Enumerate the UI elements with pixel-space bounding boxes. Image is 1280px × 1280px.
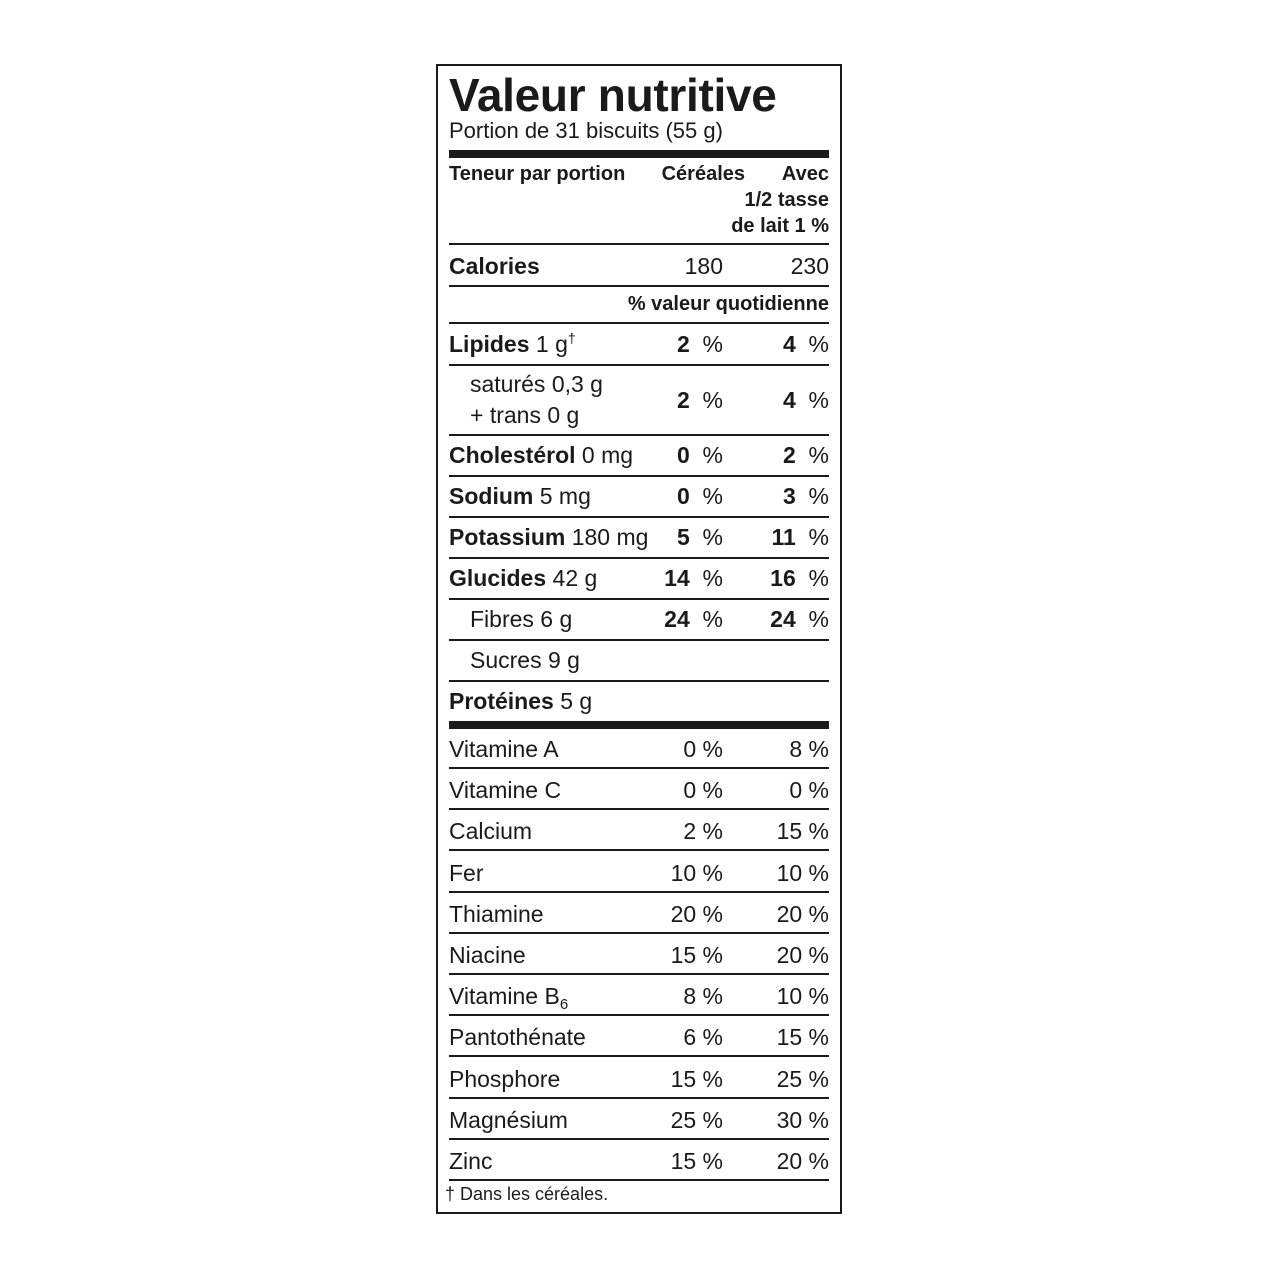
dagger-mark: † (567, 330, 576, 346)
dv-cereal: 15 % (670, 942, 723, 968)
calories-label: Calories (449, 253, 540, 279)
dv-with-milk: 10 % (776, 983, 829, 1009)
dv-cereal: 0 % (683, 777, 723, 803)
header-per-serving: Teneur par portion (449, 163, 626, 185)
dv-cereal: 8 % (683, 983, 723, 1009)
nutrient-name: Protéines 5 g (449, 688, 593, 714)
thick-divider (449, 721, 829, 729)
dv-cereal: 15 % (670, 1066, 723, 1092)
divider (449, 932, 829, 934)
dv-with-milk: 20 % (776, 1148, 829, 1174)
nutrient-name: saturés 0,3 g (470, 371, 603, 397)
dv-with-milk: 8 % (789, 736, 829, 762)
header-with-milk-line3: de lait 1 % (731, 215, 829, 237)
label-content (445, 66, 829, 1212)
dv-cereal: 6 % (683, 1024, 723, 1050)
dv-with-milk: 24 % (770, 606, 829, 632)
dv-cereal: 24 % (664, 606, 723, 632)
dv-cereal: 15 % (670, 1148, 723, 1174)
vitamin-name: Vitamine C (449, 777, 562, 803)
divider (449, 285, 829, 287)
vitamin-name: Calcium (449, 818, 533, 844)
dv-cereal: 2 % (676, 331, 723, 357)
dv-cereal: 25 % (670, 1107, 723, 1133)
divider (449, 1138, 829, 1140)
dv-with-milk: 20 % (776, 901, 829, 927)
nutrient-name: Cholestérol 0 mg (449, 442, 634, 468)
vitamin-name: Magnésium (449, 1107, 568, 1133)
divider (449, 891, 829, 893)
dv-with-milk: 16 % (770, 565, 829, 591)
dv-cereal: 0 % (683, 736, 723, 762)
dv-with-milk: 25 % (776, 1066, 829, 1092)
dv-cereal: 5 % (676, 524, 723, 550)
dv-with-milk: 11 % (771, 524, 829, 550)
vitamin-name: Vitamine $B_6$ (449, 983, 569, 1013)
dv-cereal: 0 % (676, 442, 723, 468)
divider (449, 1014, 829, 1016)
dv-cereal: 20 % (670, 901, 723, 927)
vitamin-name: Niacine (449, 942, 526, 968)
header-with-milk-line2: 1/2 tasse (744, 189, 829, 211)
dv-cereal: 10 % (670, 860, 723, 886)
vitamin-name: Pantothénate (449, 1024, 586, 1050)
divider (449, 808, 829, 810)
nutrient-name: Glucides 42 g (449, 565, 598, 591)
calories-cereal: 180 (684, 253, 723, 279)
nutrient-name: Sucres 9 g (470, 647, 580, 673)
divider (449, 639, 829, 641)
vitamin-name: Thiamine (449, 901, 544, 927)
vitamin-name: Phosphore (449, 1066, 561, 1092)
divider (449, 475, 829, 477)
dv-cereal: 0 % (676, 483, 723, 509)
header-with-milk-line1: Avec (781, 163, 829, 185)
nutrient-name: + trans 0 g (470, 402, 580, 428)
nutrient-name: Sodium 5 mg (449, 483, 591, 509)
dv-with-milk: 20 % (776, 942, 829, 968)
header-cereals: Céréales (661, 163, 745, 185)
serving-size: Portion de 31 biscuits (55 g) (449, 118, 723, 143)
dv-cereal: 2 % (683, 818, 723, 844)
label-title: Valeur nutritive (449, 69, 777, 121)
divider (449, 516, 829, 518)
divider (449, 364, 829, 366)
dv-cereal: 14 % (664, 565, 723, 591)
calories-with-milk: 230 (790, 253, 829, 279)
divider (449, 322, 829, 324)
divider (449, 557, 829, 559)
nutrient-name: Potassium 180 mg (449, 524, 649, 550)
dv-with-milk: 30 % (776, 1107, 829, 1133)
divider (449, 849, 829, 851)
divider (449, 1097, 829, 1099)
dv-with-milk: 10 % (776, 860, 829, 886)
vitamin-name: Zinc (449, 1148, 493, 1174)
vitamin-name: Fer (449, 860, 484, 886)
thick-divider (449, 150, 829, 158)
nutrient-name: Lipides 1 g† (449, 330, 576, 357)
dv-with-milk: 3 % (782, 483, 829, 509)
footnote: † Dans les céréales. (445, 1184, 609, 1204)
divider (449, 973, 829, 975)
dv-cereal: 2 % (676, 387, 723, 413)
daily-value-header: % valeur quotidienne (627, 293, 829, 315)
dv-with-milk: 15 % (776, 818, 829, 844)
dv-with-milk: 2 % (782, 442, 829, 468)
divider (449, 243, 829, 245)
divider (449, 434, 829, 436)
nutrient-name: Fibres 6 g (470, 606, 573, 632)
nutrition-facts-label (436, 64, 842, 1214)
divider (449, 680, 829, 682)
dv-with-milk: 4 % (782, 331, 829, 357)
dv-with-milk: 0 % (789, 777, 829, 803)
dv-with-milk: 4 % (782, 387, 829, 413)
divider (449, 598, 829, 600)
divider (449, 1055, 829, 1057)
vitamin-name: Vitamine A (449, 736, 559, 762)
dv-with-milk: 15 % (776, 1024, 829, 1050)
divider (449, 1179, 829, 1181)
divider (449, 767, 829, 769)
